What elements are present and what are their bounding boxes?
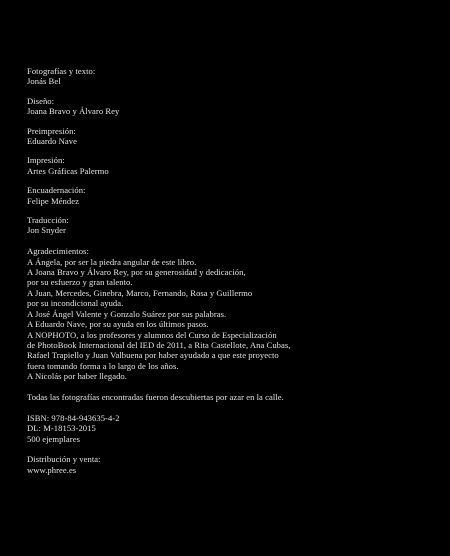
acknowledgement-line: A Nicolás por haber llegado. <box>27 371 127 382</box>
credit-name: Jon Snyder <box>27 225 66 236</box>
credit-name: Felipe Méndez <box>27 195 79 206</box>
credit-name: Eduardo Nave <box>27 136 77 147</box>
credit-role: Diseño: <box>27 95 55 106</box>
acknowledgement-line: A NOPHOTO, a los profesores y alumnos del Curso de Especialización <box>27 329 277 340</box>
statement-text: Todas las fotografías encontradas fueron descubiertas por azar en la calle. <box>27 391 284 402</box>
credit-name: Artes Gráficas Palermo <box>27 165 109 176</box>
acknowledgement-line: A José Ángel Valente y Gonzalo Suárez por sus palabras. <box>27 308 227 319</box>
legal-deposit-text: DL: M-18153-2015 <box>27 423 96 434</box>
credit-photography <box>27 66 427 87</box>
acknowledgement-line: de PhotoBook Internacional del IED de 2011, a Rita Castellote, Ana Cubas, <box>27 339 291 350</box>
acknowledgement-line: por su esfuerzo y gran talento. <box>27 277 133 288</box>
colophon-page <box>27 66 427 475</box>
acknowledgement-line: fuera tomando forma a lo largo de los años. <box>27 360 179 371</box>
credit-printing <box>27 155 427 176</box>
distribution-url: www.phree.es <box>27 464 77 475</box>
credit-design <box>27 96 427 117</box>
distribution-info <box>27 454 427 475</box>
credit-role: Impresión: <box>27 155 65 166</box>
acknowledgements <box>27 246 427 381</box>
distribution-label: Distribución y venta: <box>27 454 101 465</box>
credit-name: Jonás Bel <box>27 76 61 87</box>
acknowledgement-line: A Eduardo Nave, por su ayuda en los últimos pasos. <box>27 319 209 330</box>
publication-info <box>27 413 427 444</box>
credit-role: Encuadernación: <box>27 185 86 196</box>
acknowledgement-line: por su incondicional ayuda. <box>27 298 124 309</box>
credit-prepress <box>27 126 427 147</box>
acknowledgements-heading: Agradecimientos: <box>27 246 89 257</box>
credit-role: Fotografías y texto: <box>27 66 96 76</box>
acknowledgement-line: Rafael Trapiello y Juan Valbuena por haber ayudado a que este proyecto <box>27 350 279 361</box>
credit-role: Preimpresión: <box>27 125 76 136</box>
acknowledgement-line: A Juan, Mercedes, Ginebra, Marco, Fernando, Rosa y Guillermo <box>27 287 253 298</box>
credit-translation <box>27 215 427 236</box>
acknowledgement-line: A Joana Bravo y Álvaro Rey, por su generosidad y dedicación, <box>27 267 246 278</box>
credit-binding <box>27 185 427 206</box>
acknowledgement-line: A Ángela, por ser la piedra angular de este libro. <box>27 256 197 267</box>
isbn-text: ISBN: 978-84-943635-4-2 <box>27 412 120 423</box>
photos-statement <box>27 392 427 402</box>
credit-name: Joana Bravo y Álvaro Rey <box>27 106 120 117</box>
copies-text: 500 ejemplares <box>27 433 80 444</box>
credit-role: Traducción: <box>27 215 69 226</box>
